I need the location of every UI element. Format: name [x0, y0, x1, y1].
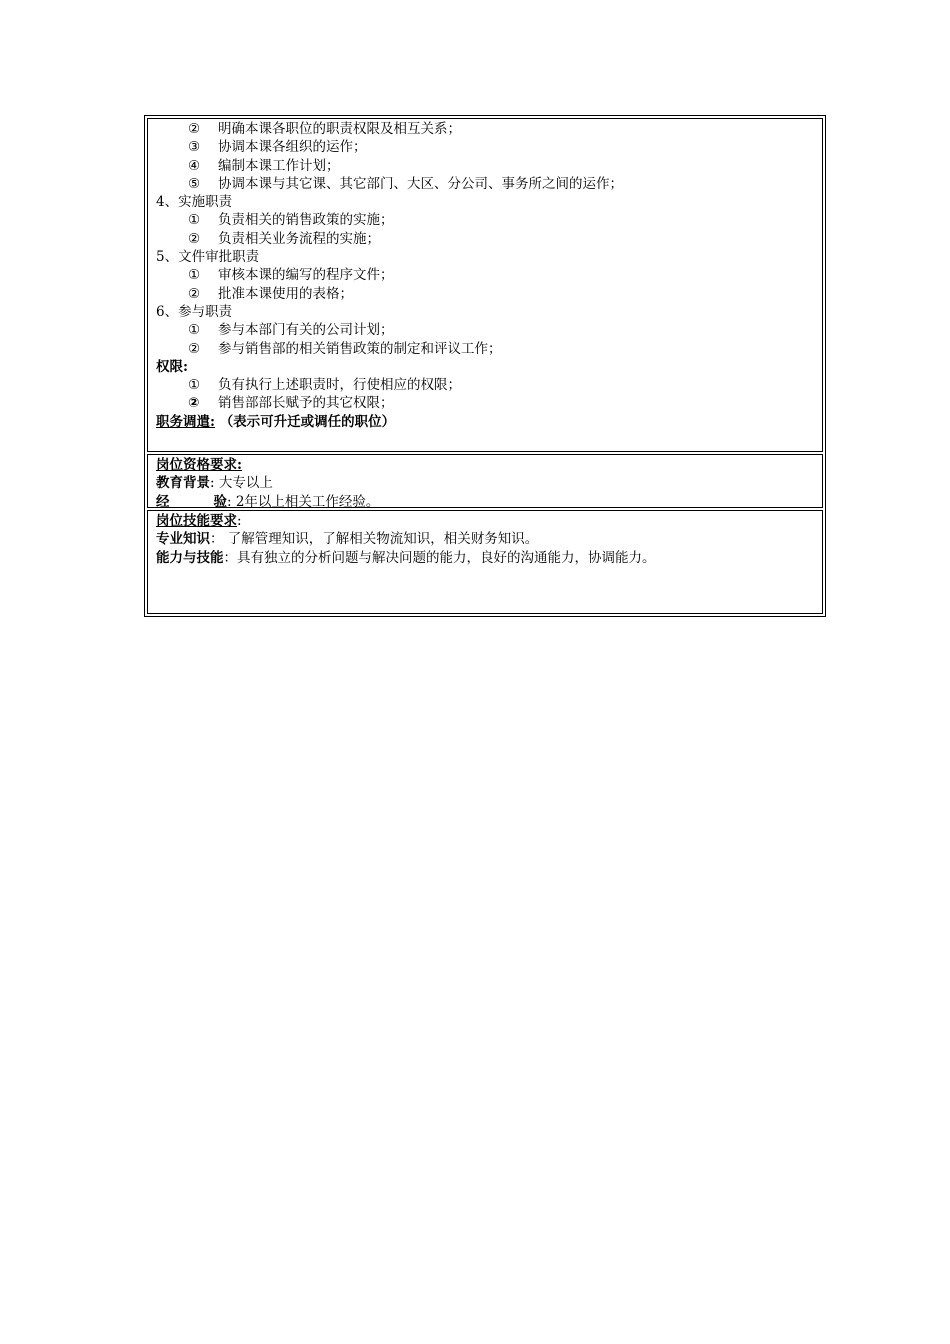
qualification-cell: [147, 454, 823, 508]
knowledge-line: 专业知识： 了解管理知识，了解相关物流知识，相关财务知识。: [156, 531, 539, 548]
education-line: 教育背景: 大专以上: [156, 475, 273, 492]
list-item: ② 负责相关业务流程的实施；: [188, 230, 380, 247]
list-item: ① 审核本课的编写的程序文件；: [188, 267, 394, 284]
list-item: ① 负责相关的销售政策的实施；: [188, 212, 394, 229]
list-item: ② 参与销售部的相关销售政策的制定和评议工作；: [188, 340, 502, 357]
skills-heading: 岗位技能要求: [156, 513, 237, 529]
list-item: ② 明确本课各职位的职责权限及相互关系；: [188, 121, 461, 137]
transfer-note: （表示可升迁或调任的职位）: [219, 413, 396, 430]
section-heading: 4、实施职责: [156, 194, 233, 211]
qualification-heading: 岗位资格要求:: [156, 457, 242, 473]
experience-line: 经 验: 2年以上相关工作经验。: [156, 493, 380, 510]
skills-heading-line: 岗位技能要求:: [156, 513, 242, 529]
list-item: ③ 协调本课各组织的运作；: [188, 139, 367, 156]
ability-line: 能力与技能：具有独立的分析问题与解决问题的能力，良好的沟通能力，协调能力。: [156, 549, 656, 566]
list-item: ② 批准本课使用的表格；: [188, 285, 353, 302]
list-item: ④ 编制本课工作计划；: [188, 157, 340, 174]
skills-cell: [147, 510, 823, 614]
list-item: ① 参与本部门有关的公司计划；: [188, 322, 394, 339]
authority-heading: 权限:: [156, 358, 188, 375]
transfer-label: 职务调遣: [156, 413, 210, 430]
list-item: ⑤ 协调本课与其它课、其它部门、大区、分公司、事务所之间的运作；: [188, 175, 623, 192]
duties-cell: [147, 118, 823, 452]
section-heading: 5、文件审批职责: [156, 249, 260, 266]
transfer-line: 职务调遣: （表示可升迁或调任的职位）: [156, 413, 396, 430]
list-item: ① 负有执行上述职责时，行使相应的权限；: [188, 377, 461, 394]
section-heading: 6、参与职责: [156, 303, 233, 320]
list-item: ② 销售部部长赋予的其它权限；: [188, 395, 394, 412]
job-description-table: [144, 115, 826, 617]
